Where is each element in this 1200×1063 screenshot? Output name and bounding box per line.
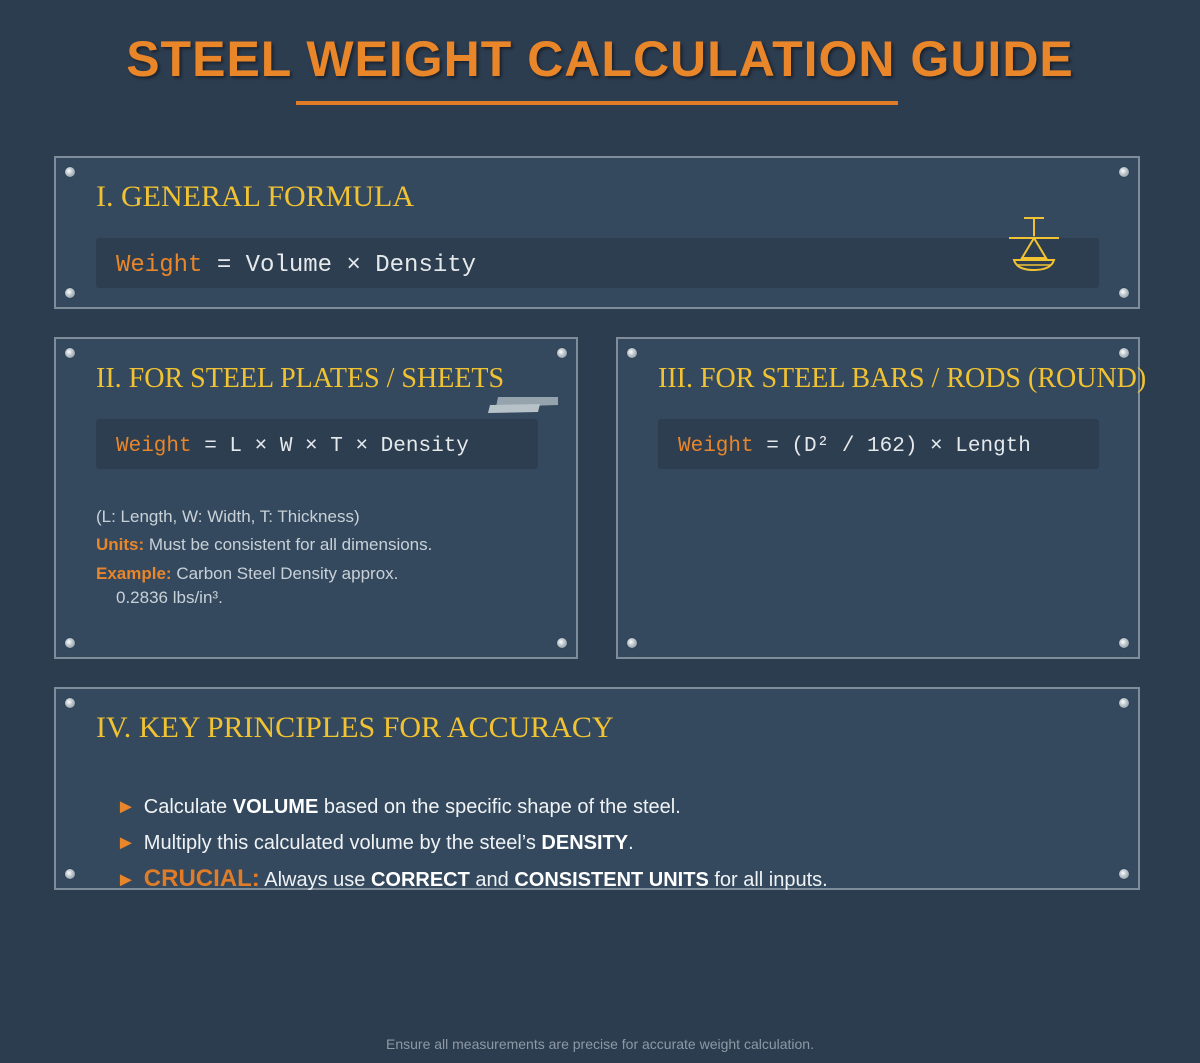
rivet xyxy=(1119,167,1129,177)
list-item xyxy=(116,789,828,825)
item-emphasis: CONSISTENT UNITS xyxy=(514,869,709,891)
arrow-right-icon: ► xyxy=(116,832,136,854)
rivet xyxy=(65,348,75,358)
item-text: Calculate xyxy=(143,796,233,818)
item-text: based on the specific shape of the steel. xyxy=(318,796,681,818)
rivet xyxy=(557,348,567,358)
general-formula-panel xyxy=(54,156,1140,309)
item-emphasis: VOLUME xyxy=(232,796,319,818)
section-heading: II. FOR STEEL PLATES / SHEETS xyxy=(96,363,505,394)
plates-legend: (L: Length, W: Width, T: Thickness) xyxy=(96,507,360,526)
example-value: 0.2836 lbs/in³. xyxy=(116,588,223,607)
general-formula xyxy=(96,238,1099,288)
principles-panel xyxy=(54,687,1140,890)
bars-formula xyxy=(658,419,1099,469)
item-text: Multiply this calculated volume by the steel’s xyxy=(143,832,542,854)
rivet xyxy=(65,167,75,177)
item-text: and xyxy=(469,869,515,891)
item-emphasis: DENSITY xyxy=(541,832,629,854)
rivet xyxy=(1119,288,1129,298)
section-heading: III. FOR STEEL BARS / RODS (ROUND) xyxy=(658,363,1147,394)
example-text: Carbon Steel Density approx. xyxy=(171,564,399,583)
principles-list xyxy=(116,789,828,897)
rivet xyxy=(1119,698,1129,708)
item-text: Always use xyxy=(259,869,371,891)
formula-lhs: Weight xyxy=(116,435,192,458)
formula-rhs: = L × W × T × Density xyxy=(191,435,469,458)
item-text: for all inputs. xyxy=(708,869,828,891)
rivet xyxy=(65,698,75,708)
section-heading: I. GENERAL FORMULA xyxy=(96,180,415,213)
balance-scale-icon xyxy=(1007,214,1063,274)
plates-example-note xyxy=(96,564,398,584)
arrow-right-icon: ► xyxy=(116,796,136,818)
rivet xyxy=(1119,869,1129,879)
units-text: Must be consistent for all dimensions. xyxy=(144,535,433,554)
section-heading: IV. KEY PRINCIPLES FOR ACCURACY xyxy=(96,711,614,744)
formula-lhs: Weight xyxy=(116,252,203,279)
steel-plates-icon xyxy=(488,395,560,415)
rivet xyxy=(65,869,75,879)
rivet xyxy=(627,638,637,648)
rivet xyxy=(1119,348,1129,358)
list-item xyxy=(116,825,828,861)
formula-rhs: = Volume × Density xyxy=(202,252,477,279)
crucial-label: CRUCIAL: xyxy=(143,865,260,892)
bars-panel xyxy=(616,337,1147,659)
example-label: Example: xyxy=(96,564,172,583)
rivet xyxy=(627,348,637,358)
rivet xyxy=(1119,638,1129,648)
formula-lhs: Weight xyxy=(678,435,754,458)
rivet xyxy=(65,638,75,648)
title-underline xyxy=(296,101,898,105)
plates-panel xyxy=(54,337,578,659)
plates-formula xyxy=(96,419,538,469)
item-emphasis: CORRECT xyxy=(370,869,470,891)
item-text: . xyxy=(628,832,634,854)
page-title: STEEL WEIGHT CALCULATION GUIDE xyxy=(126,31,1074,87)
plates-units-note xyxy=(96,535,432,555)
rivet xyxy=(557,638,567,648)
footer-note: Ensure all measurements are precise for accurate weight calculation. xyxy=(386,1036,814,1052)
units-label: Units: xyxy=(96,535,145,554)
list-item xyxy=(116,861,828,897)
arrow-right-icon: ► xyxy=(116,869,136,891)
rivet xyxy=(65,288,75,298)
formula-rhs: = (D² / 162) × Length xyxy=(753,435,1031,458)
